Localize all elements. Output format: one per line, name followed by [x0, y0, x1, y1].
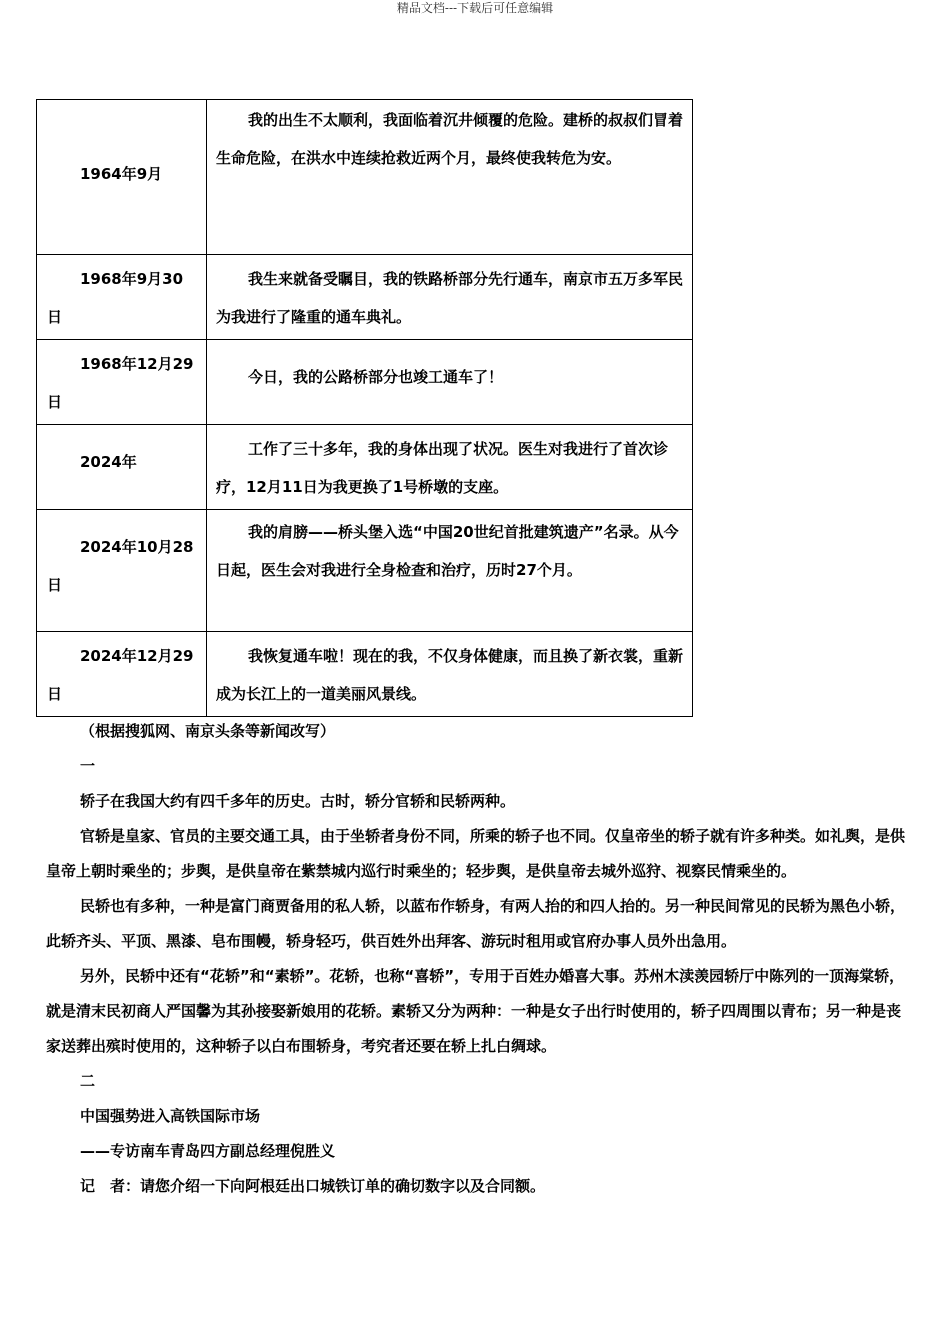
page-header: 精品文档---下载后可任意编辑: [396, 1, 554, 15]
interview-question: 记 者：请您介绍一下向阿根廷出口城铁订单的确切数字以及合同额。: [80, 1177, 546, 1195]
table-row: [37, 632, 693, 717]
timeline-table: [36, 99, 693, 717]
section-heading: 二: [80, 1072, 96, 1090]
paragraph: 官轿是皇家、官员的主要交通工具，由于坐轿者身份不同，所乘的轿子也不同。仅皇帝坐的轿子就有许多种类。如礼舆，是供皇帝上朝时乘坐的；步舆，是供皇帝在紫禁城内巡行时乘坐的；轻步舆，是供皇帝去城外巡狩、视察民情乘坐的。: [46, 827, 906, 880]
event-cell: 我的肩膀——桥头堡入选“中国20世纪首批建筑遗产”名录。从今日起，医生会对我进行全身检查和治疗，历时27个月。: [216, 523, 679, 579]
source-note: （根据搜狐网、南京头条等新闻改写）: [80, 722, 336, 740]
event-cell: 工作了三十多年，我的身体出现了状况。医生对我进行了首次诊疗，12月11日为我更换了1号桥墩的支座。: [216, 440, 669, 496]
event-cell: 我恢复通车啦！现在的我，不仅身体健康，而且换了新衣裳，重新成为长江上的一道美丽风景线。: [216, 647, 684, 703]
paragraph: 轿子在我国大约有四千多年的历史。古时，轿分官轿和民轿两种。: [80, 792, 516, 810]
date-cell: 2024年12月29日: [47, 647, 194, 703]
date-cell: 2024年: [80, 453, 137, 471]
table-row: [37, 100, 693, 255]
article-subtitle: ——专访南车青岛四方副总经理倪胜义: [80, 1142, 336, 1160]
date-cell: 1968年9月30日: [47, 270, 184, 326]
table-row: [37, 510, 693, 632]
date-cell: 1968年12月29日: [47, 355, 194, 411]
event-cell: 我的出生不太顺利，我面临着沉井倾覆的危险。建桥的叔叔们冒着生命危险，在洪水中连续抢救近两个月，最终使我转危为安。: [216, 111, 684, 167]
event-cell: 我生来就备受瞩目，我的铁路桥部分先行通车，南京市五万多军民为我进行了隆重的通车典礼。: [216, 270, 684, 326]
table-row: [37, 425, 693, 510]
paragraph: 另外，民轿中还有“花轿”和“素轿”。花轿，也称“喜轿”，专用于百姓办婚喜大事。苏州木渎羡园轿厅中陈列的一顶海棠轿，就是清末民初商人严国馨为其孙接娶新娘用的花轿。素轿又分为两种：一种是女子出行时使用的，轿子四周围以青布；另一种是丧家送葬出殡时使用的，这种轿子以白布围轿身，考究者还要在轿上扎白绸球。: [46, 967, 905, 1055]
article-body: [46, 714, 906, 1204]
section-heading: 一: [80, 757, 96, 775]
article-title: 中国强势进入高铁国际市场: [80, 1107, 261, 1125]
date-cell: 1964年9月: [80, 165, 163, 183]
date-cell: 2024年10月28日: [47, 538, 194, 594]
table-row: [37, 255, 693, 340]
event-cell: 今日，我的公路桥部分也竣工通车了！: [248, 368, 504, 386]
paragraph: 民轿也有多种，一种是富门商贾备用的私人轿，以蓝布作轿身，有两人抬的和四人抬的。另一种民间常见的民轿为黑色小轿，此轿齐头、平顶、黑漆、皂布围幔，轿身轻巧，供百姓外出拜客、游玩时租用或官府办事人员外出急用。: [46, 897, 906, 950]
table-row: [37, 340, 693, 425]
